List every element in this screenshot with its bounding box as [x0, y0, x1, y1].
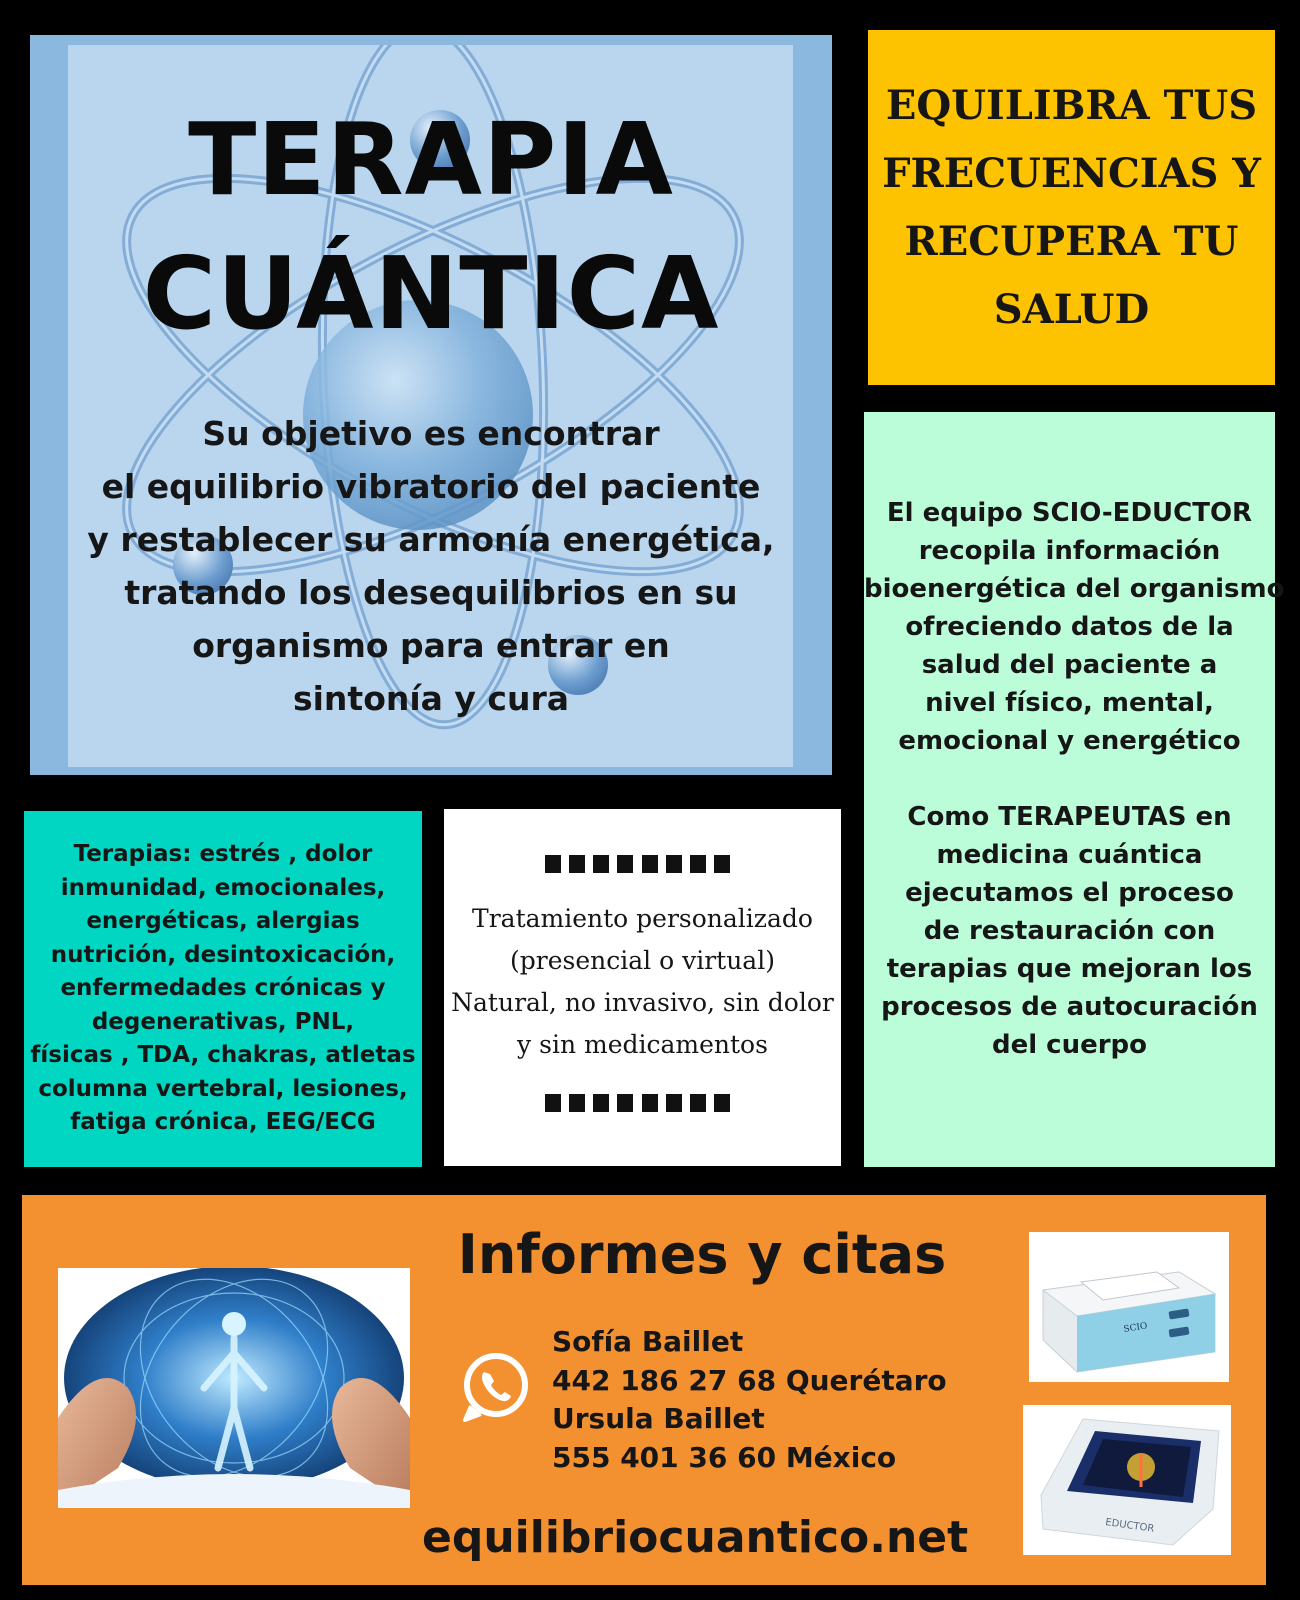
hero-description-line: tratando los desequilibrios en su — [124, 573, 738, 612]
therapists-description-line: Como TERAPEUTAS en — [907, 802, 1232, 832]
treatment-line: Natural, no invasivo, sin dolor — [451, 988, 834, 1017]
whatsapp-icon — [459, 1350, 531, 1424]
treatment-text — [444, 898, 841, 1066]
therapies-line: inmunidad, emocionales, — [60, 874, 386, 901]
contact-list — [552, 1323, 947, 1477]
therapists-description — [864, 798, 1275, 1064]
hero-description-line: sintonía y cura — [292, 679, 570, 718]
therapists-description-line: ejecutamos el proceso — [905, 878, 1234, 908]
therapies-line: fatiga crónica, EEG/ECG — [70, 1109, 376, 1135]
quantum-body-image — [58, 1268, 410, 1508]
contact-name: Ursula Baillet — [552, 1402, 765, 1435]
therapists-description-line: de restauración con — [923, 916, 1216, 946]
therapists-description-line: medicina cuántica — [936, 840, 1203, 870]
therapies-line: degenerativas, PNL, — [91, 1008, 355, 1035]
contact-phone[interactable]: 442 186 27 68 Querétaro — [552, 1363, 947, 1397]
treatment-line: y sin medicamentos — [517, 1030, 768, 1059]
equipment-description-line: recopila información — [918, 536, 1221, 566]
website-link[interactable]: equilibriocuantico.net — [422, 1512, 969, 1563]
hero-title — [30, 93, 832, 361]
contact-phone[interactable]: 555 401 36 60 México — [552, 1440, 897, 1474]
therapists-description-line: del cuerpo — [991, 1030, 1148, 1060]
equipment-description-line: ofreciendo datos de la — [905, 612, 1234, 642]
equipment-description-line: salud del paciente a — [921, 650, 1218, 680]
slogan-panel — [868, 30, 1275, 385]
therapies-panel — [24, 811, 422, 1167]
equipment-description-line: nivel físico, mental, — [925, 688, 1214, 718]
scio-device-label: SCIO — [1122, 1321, 1149, 1335]
hero-title-line: CUÁNTICA — [142, 235, 720, 352]
therapists-description-line: terapias que mejoran los — [886, 954, 1253, 984]
equipment-description-line: El equipo SCIO-EDUCTOR — [886, 498, 1253, 528]
slogan-line: SALUD — [993, 285, 1150, 333]
therapies-line: nutrición, desintoxicación, — [50, 941, 396, 968]
equipment-description-line: bioenergética del organismo — [864, 574, 1285, 604]
treatment-panel — [444, 809, 841, 1166]
eductor-device-label: EDUCTOR — [1104, 1517, 1155, 1535]
top-dash-divider — [545, 855, 730, 873]
hero-title-line: TERAPIA — [188, 101, 674, 218]
slogan-line: FRECUENCIAS Y — [882, 149, 1261, 197]
therapies-line: físicas , TDA, chakras, atletas — [30, 1042, 416, 1068]
eductor-device-image — [1023, 1405, 1231, 1555]
hero-description-line: organismo para entrar en — [192, 626, 670, 665]
equipment-description — [864, 494, 1285, 760]
therapies-line: columna vertebral, lesiones, — [38, 1075, 408, 1102]
hero-description-line: Su objetivo es encontrar — [202, 414, 660, 453]
equipment-description-line: emocional y energético — [898, 726, 1241, 756]
hero-panel — [30, 35, 832, 775]
slogan-text — [882, 72, 1261, 344]
hero-description-line: y restablecer su armonía energética, — [87, 520, 775, 559]
slogan-line: EQUILIBRA TUS — [885, 81, 1258, 129]
slogan-line: RECUPERA TU — [904, 217, 1239, 265]
contact-title: Informes y citas — [457, 1223, 947, 1286]
therapies-list — [24, 838, 422, 1140]
treatment-line: Tratamiento personalizado — [472, 904, 813, 933]
equipment-info-panel — [864, 412, 1285, 1167]
therapists-description-line: procesos de autocuración — [881, 992, 1258, 1022]
hero-description — [60, 407, 802, 725]
therapies-line: Terapias: estrés , dolor — [73, 841, 373, 867]
therapies-line: energéticas, alergias — [86, 908, 360, 934]
hero-description-line: el equilibrio vibratorio del paciente — [101, 467, 761, 506]
bottom-dash-divider — [545, 1094, 730, 1112]
scio-device-image — [1029, 1232, 1229, 1382]
therapies-line: enfermedades crónicas y — [60, 975, 386, 1001]
contact-panel — [22, 1195, 1266, 1585]
treatment-line: (presencial o virtual) — [510, 946, 775, 975]
contact-name: Sofía Baillet — [552, 1325, 744, 1358]
